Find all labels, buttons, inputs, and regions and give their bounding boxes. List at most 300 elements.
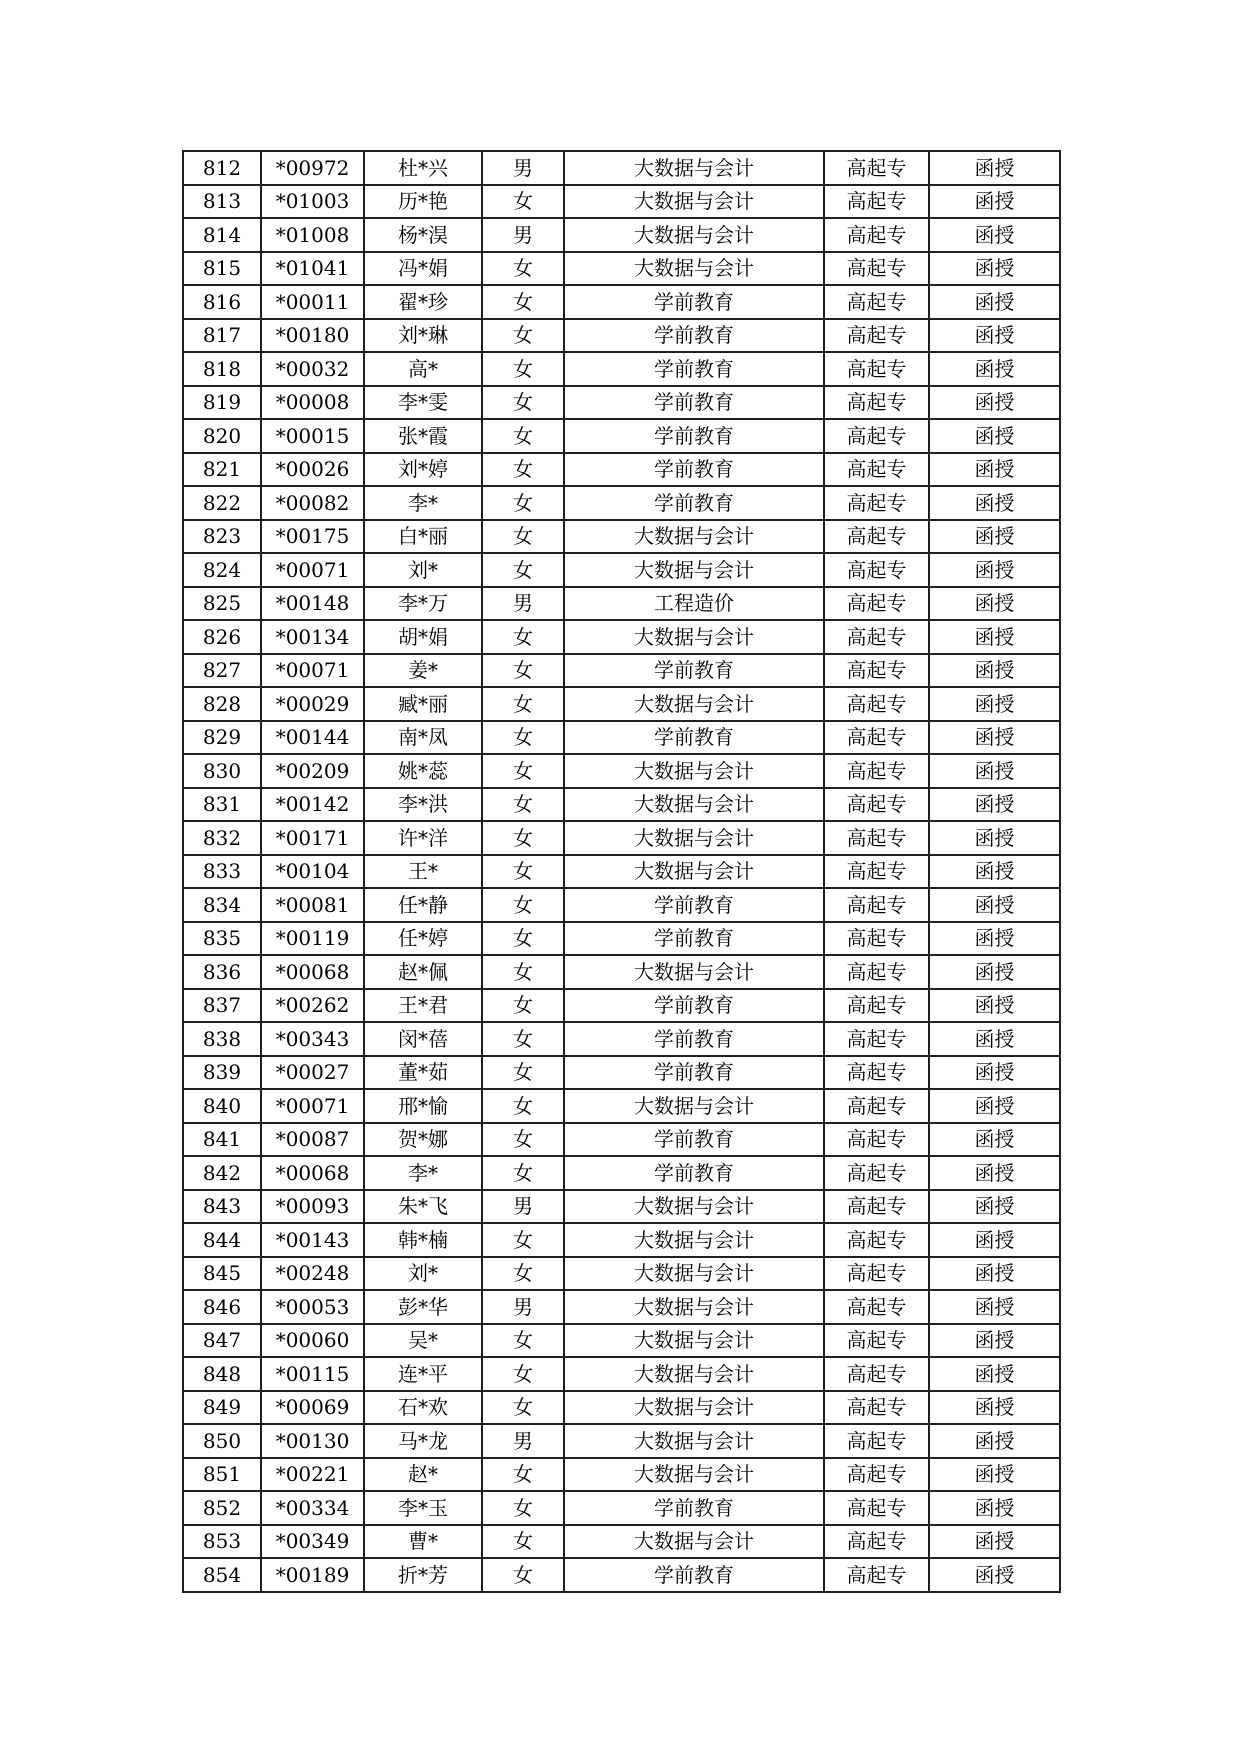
cell-name: 李*玉: [364, 1491, 482, 1525]
cell-row-number: 844: [183, 1223, 261, 1257]
cell-level: 高起专: [824, 654, 929, 688]
cell-row-number: 836: [183, 955, 261, 989]
cell-gender: 女: [482, 1391, 564, 1425]
table-row: [183, 1558, 1060, 1592]
cell-level: 高起专: [824, 721, 929, 755]
cell-study-form: 函授: [929, 352, 1060, 386]
cell-major: 大数据与会计: [564, 1290, 824, 1324]
cell-major: 学前教育: [564, 1123, 824, 1157]
table-row: [183, 1391, 1060, 1425]
cell-level: 高起专: [824, 922, 929, 956]
cell-major: 大数据与会计: [564, 1324, 824, 1358]
cell-level: 高起专: [824, 386, 929, 420]
cell-level: 高起专: [824, 687, 929, 721]
cell-gender: 女: [482, 486, 564, 520]
cell-study-form: 函授: [929, 1022, 1060, 1056]
cell-name: 南*凤: [364, 721, 482, 755]
cell-exam-id: *00189: [261, 1558, 364, 1592]
cell-level: 高起专: [824, 1056, 929, 1090]
cell-level: 高起专: [824, 1324, 929, 1358]
cell-gender: 女: [482, 419, 564, 453]
table-row: [183, 1022, 1060, 1056]
table-row: [183, 620, 1060, 654]
cell-row-number: 828: [183, 687, 261, 721]
cell-level: 高起专: [824, 419, 929, 453]
cell-exam-id: *00060: [261, 1324, 364, 1358]
cell-major: 学前教育: [564, 486, 824, 520]
cell-major: 大数据与会计: [564, 855, 824, 889]
cell-level: 高起专: [824, 1525, 929, 1559]
cell-gender: 女: [482, 453, 564, 487]
cell-row-number: 849: [183, 1391, 261, 1425]
cell-exam-id: *00248: [261, 1257, 364, 1291]
table-row: [183, 1525, 1060, 1559]
cell-exam-id: *00221: [261, 1458, 364, 1492]
cell-study-form: 函授: [929, 1491, 1060, 1525]
cell-exam-id: *00134: [261, 620, 364, 654]
cell-gender: 女: [482, 821, 564, 855]
table-row: [183, 587, 1060, 621]
cell-row-number: 847: [183, 1324, 261, 1358]
cell-major: 大数据与会计: [564, 1525, 824, 1559]
cell-row-number: 818: [183, 352, 261, 386]
cell-exam-id: *00334: [261, 1491, 364, 1525]
cell-major: 大数据与会计: [564, 151, 824, 185]
cell-study-form: 函授: [929, 1089, 1060, 1123]
cell-exam-id: *00142: [261, 788, 364, 822]
cell-major: 大数据与会计: [564, 1357, 824, 1391]
cell-level: 高起专: [824, 185, 929, 219]
cell-study-form: 函授: [929, 419, 1060, 453]
roster-body: [183, 151, 1060, 1592]
table-row: [183, 821, 1060, 855]
table-row: [183, 453, 1060, 487]
cell-row-number: 822: [183, 486, 261, 520]
cell-study-form: 函授: [929, 1558, 1060, 1592]
cell-major: 大数据与会计: [564, 788, 824, 822]
cell-level: 高起专: [824, 1290, 929, 1324]
cell-exam-id: *00011: [261, 285, 364, 319]
cell-level: 高起专: [824, 285, 929, 319]
cell-major: 大数据与会计: [564, 218, 824, 252]
cell-gender: 女: [482, 1156, 564, 1190]
cell-study-form: 函授: [929, 1324, 1060, 1358]
cell-study-form: 函授: [929, 754, 1060, 788]
cell-major: 大数据与会计: [564, 1391, 824, 1425]
table-row: [183, 319, 1060, 353]
cell-level: 高起专: [824, 955, 929, 989]
cell-major: 学前教育: [564, 1558, 824, 1592]
table-row: [183, 1156, 1060, 1190]
table-row: [183, 1424, 1060, 1458]
cell-name: 任*婷: [364, 922, 482, 956]
cell-name: 董*茹: [364, 1056, 482, 1090]
cell-row-number: 843: [183, 1190, 261, 1224]
table-row: [183, 989, 1060, 1023]
cell-gender: 女: [482, 1357, 564, 1391]
cell-name: 石*欢: [364, 1391, 482, 1425]
cell-row-number: 824: [183, 553, 261, 587]
cell-gender: 女: [482, 888, 564, 922]
cell-major: 学前教育: [564, 922, 824, 956]
cell-gender: 女: [482, 788, 564, 822]
cell-study-form: 函授: [929, 453, 1060, 487]
cell-exam-id: *00068: [261, 1156, 364, 1190]
cell-gender: 男: [482, 1424, 564, 1458]
table-row: [183, 352, 1060, 386]
cell-row-number: 846: [183, 1290, 261, 1324]
cell-name: 白*丽: [364, 520, 482, 554]
cell-level: 高起专: [824, 989, 929, 1023]
cell-study-form: 函授: [929, 989, 1060, 1023]
cell-row-number: 853: [183, 1525, 261, 1559]
cell-study-form: 函授: [929, 1458, 1060, 1492]
cell-exam-id: *00262: [261, 989, 364, 1023]
table-row: [183, 386, 1060, 420]
cell-name: 赵*佩: [364, 955, 482, 989]
cell-name: 高*: [364, 352, 482, 386]
cell-major: 大数据与会计: [564, 1424, 824, 1458]
cell-name: 韩*楠: [364, 1223, 482, 1257]
cell-row-number: 815: [183, 252, 261, 286]
cell-name: 任*静: [364, 888, 482, 922]
cell-major: 大数据与会计: [564, 553, 824, 587]
cell-level: 高起专: [824, 1458, 929, 1492]
cell-level: 高起专: [824, 888, 929, 922]
cell-level: 高起专: [824, 352, 929, 386]
cell-major: 学前教育: [564, 888, 824, 922]
cell-name: 刘*婷: [364, 453, 482, 487]
cell-exam-id: *00175: [261, 520, 364, 554]
cell-exam-id: *00071: [261, 654, 364, 688]
cell-name: 姚*蕊: [364, 754, 482, 788]
cell-gender: 女: [482, 386, 564, 420]
cell-level: 高起专: [824, 620, 929, 654]
cell-major: 大数据与会计: [564, 620, 824, 654]
cell-name: 闵*蓓: [364, 1022, 482, 1056]
cell-row-number: 829: [183, 721, 261, 755]
cell-study-form: 函授: [929, 1056, 1060, 1090]
cell-row-number: 840: [183, 1089, 261, 1123]
table-row: [183, 1257, 1060, 1291]
cell-exam-id: *00093: [261, 1190, 364, 1224]
cell-row-number: 820: [183, 419, 261, 453]
cell-row-number: 813: [183, 185, 261, 219]
cell-name: 马*龙: [364, 1424, 482, 1458]
table-row: [183, 1290, 1060, 1324]
cell-study-form: 函授: [929, 386, 1060, 420]
cell-major: 学前教育: [564, 721, 824, 755]
cell-level: 高起专: [824, 1391, 929, 1425]
cell-gender: 女: [482, 989, 564, 1023]
cell-study-form: 函授: [929, 151, 1060, 185]
admission-roster-table: [182, 150, 1061, 1593]
cell-row-number: 833: [183, 855, 261, 889]
cell-name: 邢*愉: [364, 1089, 482, 1123]
cell-study-form: 函授: [929, 888, 1060, 922]
cell-row-number: 842: [183, 1156, 261, 1190]
cell-level: 高起专: [824, 486, 929, 520]
cell-name: 冯*娟: [364, 252, 482, 286]
cell-gender: 女: [482, 1022, 564, 1056]
cell-name: 连*平: [364, 1357, 482, 1391]
cell-name: 刘*琳: [364, 319, 482, 353]
cell-gender: 女: [482, 1458, 564, 1492]
cell-row-number: 838: [183, 1022, 261, 1056]
table-row: [183, 151, 1060, 185]
cell-gender: 女: [482, 721, 564, 755]
cell-exam-id: *00053: [261, 1290, 364, 1324]
cell-row-number: 825: [183, 587, 261, 621]
cell-level: 高起专: [824, 821, 929, 855]
cell-gender: 女: [482, 1123, 564, 1157]
cell-name: 王*: [364, 855, 482, 889]
cell-name: 李*万: [364, 587, 482, 621]
cell-study-form: 函授: [929, 721, 1060, 755]
table-row: [183, 1458, 1060, 1492]
cell-row-number: 841: [183, 1123, 261, 1157]
cell-study-form: 函授: [929, 1123, 1060, 1157]
cell-major: 学前教育: [564, 1022, 824, 1056]
cell-name: 杨*淏: [364, 218, 482, 252]
cell-major: 学前教育: [564, 1491, 824, 1525]
cell-row-number: 830: [183, 754, 261, 788]
cell-major: 大数据与会计: [564, 185, 824, 219]
cell-row-number: 839: [183, 1056, 261, 1090]
table-row: [183, 721, 1060, 755]
table-row: [183, 419, 1060, 453]
cell-exam-id: *00144: [261, 721, 364, 755]
cell-gender: 女: [482, 352, 564, 386]
cell-major: 学前教育: [564, 285, 824, 319]
cell-study-form: 函授: [929, 319, 1060, 353]
cell-study-form: 函授: [929, 1257, 1060, 1291]
table-row: [183, 520, 1060, 554]
table-row: [183, 486, 1060, 520]
cell-name: 李*: [364, 486, 482, 520]
cell-study-form: 函授: [929, 1525, 1060, 1559]
table-row: [183, 1491, 1060, 1525]
cell-exam-id: *00349: [261, 1525, 364, 1559]
cell-major: 大数据与会计: [564, 520, 824, 554]
cell-major: 学前教育: [564, 1156, 824, 1190]
cell-exam-id: *00068: [261, 955, 364, 989]
cell-row-number: 823: [183, 520, 261, 554]
cell-exam-id: *00171: [261, 821, 364, 855]
cell-exam-id: *00026: [261, 453, 364, 487]
cell-study-form: 函授: [929, 922, 1060, 956]
cell-level: 高起专: [824, 218, 929, 252]
cell-exam-id: *00209: [261, 754, 364, 788]
cell-exam-id: *00071: [261, 1089, 364, 1123]
cell-study-form: 函授: [929, 1156, 1060, 1190]
cell-row-number: 814: [183, 218, 261, 252]
table-row: [183, 855, 1060, 889]
cell-name: 朱*飞: [364, 1190, 482, 1224]
cell-gender: 男: [482, 1190, 564, 1224]
cell-name: 姜*: [364, 654, 482, 688]
table-row: [183, 1357, 1060, 1391]
cell-gender: 女: [482, 1056, 564, 1090]
cell-name: 李*: [364, 1156, 482, 1190]
cell-exam-id: *00071: [261, 553, 364, 587]
cell-major: 学前教育: [564, 989, 824, 1023]
cell-study-form: 函授: [929, 687, 1060, 721]
cell-exam-id: *00119: [261, 922, 364, 956]
cell-gender: 女: [482, 654, 564, 688]
cell-gender: 女: [482, 1089, 564, 1123]
cell-major: 大数据与会计: [564, 1089, 824, 1123]
cell-major: 学前教育: [564, 319, 824, 353]
cell-name: 臧*丽: [364, 687, 482, 721]
cell-name: 赵*: [364, 1458, 482, 1492]
cell-name: 李*雯: [364, 386, 482, 420]
cell-major: 大数据与会计: [564, 1458, 824, 1492]
cell-study-form: 函授: [929, 788, 1060, 822]
cell-level: 高起专: [824, 151, 929, 185]
cell-study-form: 函授: [929, 855, 1060, 889]
cell-exam-id: *00972: [261, 151, 364, 185]
cell-level: 高起专: [824, 855, 929, 889]
cell-exam-id: *00143: [261, 1223, 364, 1257]
cell-exam-id: *00087: [261, 1123, 364, 1157]
cell-gender: 女: [482, 185, 564, 219]
cell-name: 彭*华: [364, 1290, 482, 1324]
cell-row-number: 819: [183, 386, 261, 420]
cell-level: 高起专: [824, 553, 929, 587]
table-row: [183, 888, 1060, 922]
cell-row-number: 826: [183, 620, 261, 654]
cell-gender: 女: [482, 855, 564, 889]
cell-exam-id: *00008: [261, 386, 364, 420]
cell-gender: 男: [482, 218, 564, 252]
table-row: [183, 1190, 1060, 1224]
cell-gender: 女: [482, 1525, 564, 1559]
cell-name: 刘*: [364, 1257, 482, 1291]
cell-level: 高起专: [824, 754, 929, 788]
cell-study-form: 函授: [929, 1223, 1060, 1257]
cell-major: 大数据与会计: [564, 1223, 824, 1257]
cell-name: 翟*珍: [364, 285, 482, 319]
cell-level: 高起专: [824, 1089, 929, 1123]
cell-level: 高起专: [824, 1022, 929, 1056]
cell-exam-id: *01008: [261, 218, 364, 252]
cell-study-form: 函授: [929, 553, 1060, 587]
cell-exam-id: *00343: [261, 1022, 364, 1056]
cell-row-number: 827: [183, 654, 261, 688]
cell-row-number: 816: [183, 285, 261, 319]
cell-gender: 女: [482, 252, 564, 286]
cell-row-number: 850: [183, 1424, 261, 1458]
cell-study-form: 函授: [929, 620, 1060, 654]
cell-row-number: 832: [183, 821, 261, 855]
cell-name: 折*芳: [364, 1558, 482, 1592]
cell-row-number: 831: [183, 788, 261, 822]
cell-exam-id: *00130: [261, 1424, 364, 1458]
cell-row-number: 817: [183, 319, 261, 353]
cell-level: 高起专: [824, 1190, 929, 1224]
table-row: [183, 955, 1060, 989]
cell-level: 高起专: [824, 453, 929, 487]
cell-gender: 女: [482, 285, 564, 319]
cell-level: 高起专: [824, 1491, 929, 1525]
cell-row-number: 851: [183, 1458, 261, 1492]
table-row: [183, 553, 1060, 587]
cell-study-form: 函授: [929, 1357, 1060, 1391]
cell-exam-id: *00069: [261, 1391, 364, 1425]
cell-exam-id: *00015: [261, 419, 364, 453]
cell-name: 李*洪: [364, 788, 482, 822]
cell-exam-id: *00027: [261, 1056, 364, 1090]
cell-row-number: 845: [183, 1257, 261, 1291]
cell-name: 王*君: [364, 989, 482, 1023]
cell-level: 高起专: [824, 252, 929, 286]
cell-major: 学前教育: [564, 419, 824, 453]
cell-major: 学前教育: [564, 1056, 824, 1090]
cell-name: 贺*娜: [364, 1123, 482, 1157]
table-row: [183, 218, 1060, 252]
table-row: [183, 285, 1060, 319]
table-row: [183, 687, 1060, 721]
cell-study-form: 函授: [929, 654, 1060, 688]
cell-name: 张*霞: [364, 419, 482, 453]
table-row: [183, 252, 1060, 286]
cell-study-form: 函授: [929, 1290, 1060, 1324]
table-row: [183, 654, 1060, 688]
cell-name: 吴*: [364, 1324, 482, 1358]
cell-exam-id: *00032: [261, 352, 364, 386]
cell-level: 高起专: [824, 520, 929, 554]
table-row: [183, 1324, 1060, 1358]
table-row: [183, 1223, 1060, 1257]
cell-name: 许*洋: [364, 821, 482, 855]
cell-row-number: 852: [183, 1491, 261, 1525]
cell-row-number: 854: [183, 1558, 261, 1592]
cell-study-form: 函授: [929, 1391, 1060, 1425]
cell-exam-id: *00180: [261, 319, 364, 353]
cell-gender: 男: [482, 1290, 564, 1324]
table-row: [183, 1056, 1060, 1090]
cell-gender: 男: [482, 151, 564, 185]
cell-level: 高起专: [824, 319, 929, 353]
cell-name: 曹*: [364, 1525, 482, 1559]
cell-gender: 女: [482, 754, 564, 788]
cell-major: 学前教育: [564, 352, 824, 386]
cell-level: 高起专: [824, 788, 929, 822]
cell-study-form: 函授: [929, 1424, 1060, 1458]
cell-exam-id: *00115: [261, 1357, 364, 1391]
cell-gender: 女: [482, 319, 564, 353]
cell-study-form: 函授: [929, 821, 1060, 855]
cell-major: 大数据与会计: [564, 1190, 824, 1224]
cell-major: 学前教育: [564, 453, 824, 487]
cell-major: 学前教育: [564, 654, 824, 688]
cell-major: 大数据与会计: [564, 1257, 824, 1291]
cell-major: 大数据与会计: [564, 821, 824, 855]
cell-level: 高起专: [824, 1123, 929, 1157]
cell-gender: 女: [482, 1257, 564, 1291]
cell-gender: 女: [482, 922, 564, 956]
cell-gender: 女: [482, 687, 564, 721]
cell-level: 高起专: [824, 1558, 929, 1592]
cell-major: 大数据与会计: [564, 687, 824, 721]
cell-study-form: 函授: [929, 218, 1060, 252]
cell-level: 高起专: [824, 1257, 929, 1291]
cell-name: 杜*兴: [364, 151, 482, 185]
cell-level: 高起专: [824, 587, 929, 621]
cell-gender: 女: [482, 620, 564, 654]
cell-name: 胡*娟: [364, 620, 482, 654]
